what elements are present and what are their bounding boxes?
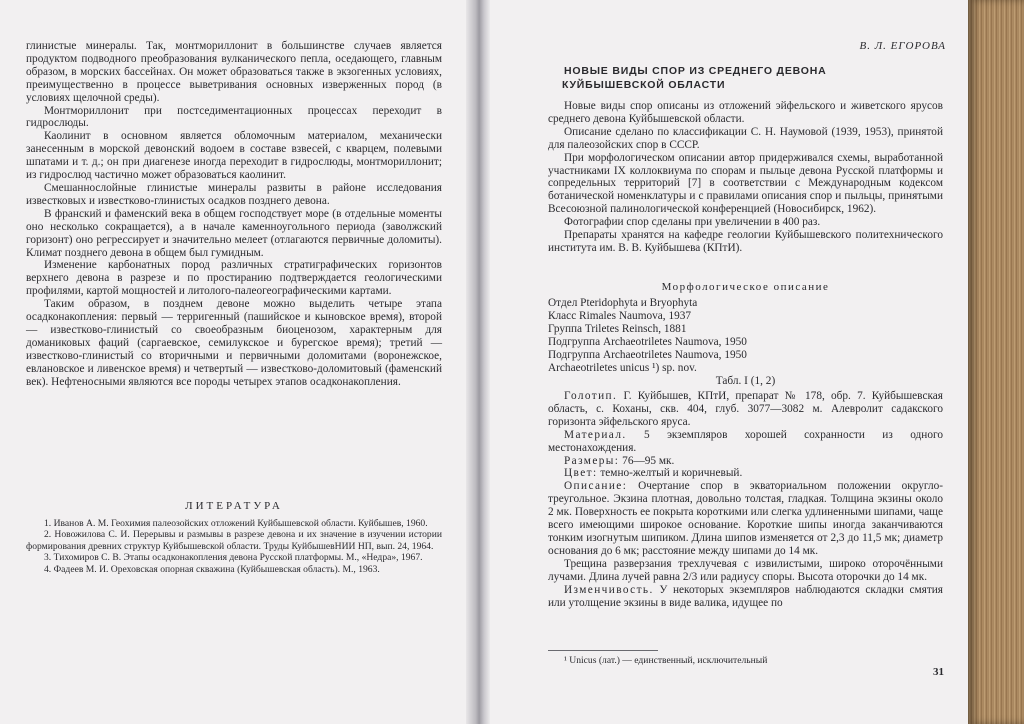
paragraph: Препараты хранятся на кафедре геологии Куйбышевского политехнического института им. В. В. Куйбышева (КПтИ). (548, 229, 943, 254)
paragraph: Новые виды спор описаны из отложений эйфельского и живетского ярусов среднего девона Куйбышевской области. (548, 100, 943, 125)
holotype-paragraph (548, 390, 943, 429)
reference-item: 3. Тихомиров С. В. Этапы осадконакопления девона Русской платформы. М., «Недра», 1967. (44, 552, 423, 564)
article-title (556, 64, 856, 92)
trilete-paragraph: Трещина разверзания трехлучевая с извилистыми, широко оторочёнными лучами. Длина лучей равна 2/3 или радиусу споры. Высота оторочки до 14 мк. (548, 557, 943, 583)
taxon-line: Подгруппа Archaeotriletes Naumova, 1950 (548, 335, 747, 348)
color-text: темно-желтый и коричневый. (597, 467, 743, 480)
species-description (548, 390, 943, 609)
paragraph: Описание сделано по классификации С. Н. Наумовой (1939, 1953), принятой для палеозойских спор в СССР. (548, 125, 943, 151)
description-paragraph (548, 480, 943, 557)
label-holotype: Голотип. (564, 390, 618, 402)
literature-heading: ЛИТЕРАТУРА (185, 500, 283, 512)
color-paragraph (548, 467, 943, 480)
paragraph: Каолинит в основном является обломочным материалом, механически занесенным в морской девонский водоем в составе взвесей, с кварцем, полевыми шпатами и т. д.; он при диагенезе иногда переходит в гидрослюды, монтмориллонит; из гидрослюд частично может образоваться каолинит. (26, 130, 442, 182)
section-heading-morphology: Морфологическое описание (661, 281, 830, 293)
plate-reference: Табл. I (1, 2) (715, 375, 776, 387)
label-description: Описание: (564, 480, 628, 493)
paragraph: Таким образом, в позднем девоне можно выделить четыре этапа осадконакопления: первый — терригенный (пашийское и кыновское время), второй — известково-глинистый со своеобразным биоценозом, характерным для доманиковых фаций (саргаевское, семилукское и бурегское время); третий — известково-глинистый со вторичными и первичными доломитами (воронежское, евлановское и ливенское время) и четвертый — известково-доломитовый (фаменский век). Нефтеносными являются все породы четырех этапов осадконакопления. (26, 298, 442, 388)
variability-text: У некоторых экземпляров наблюдаются складки смятия или утолщение экзины в виде валика, идущее по (548, 583, 943, 609)
reference-item: 4. Фадеев М. И. Ореховская опорная скважина (Куйбышевская область). М., 1963. (44, 563, 380, 575)
size-text: 76—95 мк. (619, 454, 675, 467)
size-paragraph (548, 455, 943, 468)
reference-list (26, 518, 442, 575)
paragraph: Изменение карбонатных пород различных стратиграфических горизонтов верхнего девона в разрезе и по простиранию подтверждается геологическими профилями, картой мощностей и литолого-палеогеографическими картами. (26, 259, 442, 298)
label-color: Цвет: (564, 467, 598, 480)
taxon-line: Группа Triletes Reinsch, 1881 (548, 322, 687, 335)
reference-item: 2. Новожилова С. И. Перерывы и размывы в разрезе девона и их значение в изучении истории формирования древних структур Куйбышевской области. Труды КуйбышевНИИ НП, вып. 24, 1964. (26, 529, 442, 552)
footnote: ¹ Unicus (лат.) — единственный, исключительный (564, 655, 768, 666)
article-title-line: НОВЫЕ ВИДЫ СПОР ИЗ СРЕДНЕГО ДЕВОНА (564, 65, 827, 77)
right-page-intro (548, 100, 943, 255)
article-title-line: КУЙБЫШЕВСКОЙ ОБЛАСТИ (562, 79, 726, 91)
taxon-line: Подгруппа Archaeotriletes Naumova, 1950 (548, 348, 747, 361)
description-text: Очертание спор в экваториальном положении округло-треугольное. Экзина плотная, довольно толстая, гладкая. Толщина экзины около 2 мк. Поверхность ее покрыта короткими или слегка удлиненными шипами, чаще всего имеющими широкое основание. Короткие шипы иногда заканчиваются тонким изогнутым шипиком. Длина шипов изменяется от 2,3 до 11,5 мк; диаметр основания до 6 мк; расстояние между шипами до 14 мк. (548, 480, 943, 557)
paragraph: Смешаннослойные глинистые минералы развиты в районе исследования известковых и известково-глинистых осадков позднего девона. (26, 181, 442, 207)
taxonomy-list (548, 297, 943, 374)
page-number: 31 (933, 666, 944, 678)
paragraph: глинистые минералы. Так, монтмориллонит в большинстве случаев является продуктом подводного преобразования вулканического пепла, оседающего, главным образом, в морских бассейнах. Он может образоваться также в экзогенных условиях, преимущественно в процессе выветривания основных изверженных пород (в условиях щелочной среды). (26, 40, 442, 104)
book-gutter (466, 0, 490, 724)
taxon-line: Класс Rimales Naumova, 1937 (548, 309, 692, 322)
label-size: Размеры: (564, 454, 620, 467)
taxon-line: Archaeotriletes unicus ¹) sp. nov. (548, 361, 697, 374)
material-text: 5 экземпляров хорошей сохранности из одного местонахождения. (548, 428, 943, 454)
reference-item: 1. Иванов А. М. Геохимия палеозойских отложений Куйбышевской области. Куйбышев, 1960. (44, 518, 428, 529)
left-page-body (26, 40, 442, 388)
taxon-line: Отдел Pteridophyta и Bryophyta (548, 297, 698, 309)
paragraph: Монтмориллонит при постседиментационных процессах переходит в гидрослюды. (26, 104, 442, 130)
variability-paragraph (548, 584, 943, 610)
label-material: Материал. (564, 428, 627, 441)
paragraph: Фотографии спор сделаны при увеличении в 400 раз. (564, 216, 821, 229)
footnote-divider (548, 650, 658, 651)
holotype-text: Г. Куйбышев, КПтИ, препарат № 178, обр. 7. Куйбышевская область, с. Коханы, скв. 404, глуб. 3077—3082 м. Алевролит садакского горизонта эйфельского яруса. (548, 390, 943, 428)
paragraph: В франский и фаменский века в общем господствует море (в отдельные моменты оно несколько сокращается), а в начале каменноугольного периода (заволжский горизонт) оно регрессирует и значительно мелеет (отлагаются первичные доломиты). Климат позднего девона в общем был гумидным. (26, 207, 442, 259)
paragraph: При морфологическом описании автор придерживался схемы, выработанной участниками IX коллоквиума по спорам и пыльце девона Русской платформы и сопредельных территорий [7] в соответствии с Международным кодексом ботанической номенклатуры и с правилами описания спор и пыльцы, принятыми Всесоюзной палинологической конференцией (Новосибирск, 1962). (548, 151, 943, 216)
label-variability: Изменчивость. (564, 583, 654, 596)
page-edges (968, 0, 1024, 724)
running-head-author: В. Л. ЕГОРОВА (859, 40, 946, 52)
material-paragraph (548, 429, 943, 455)
